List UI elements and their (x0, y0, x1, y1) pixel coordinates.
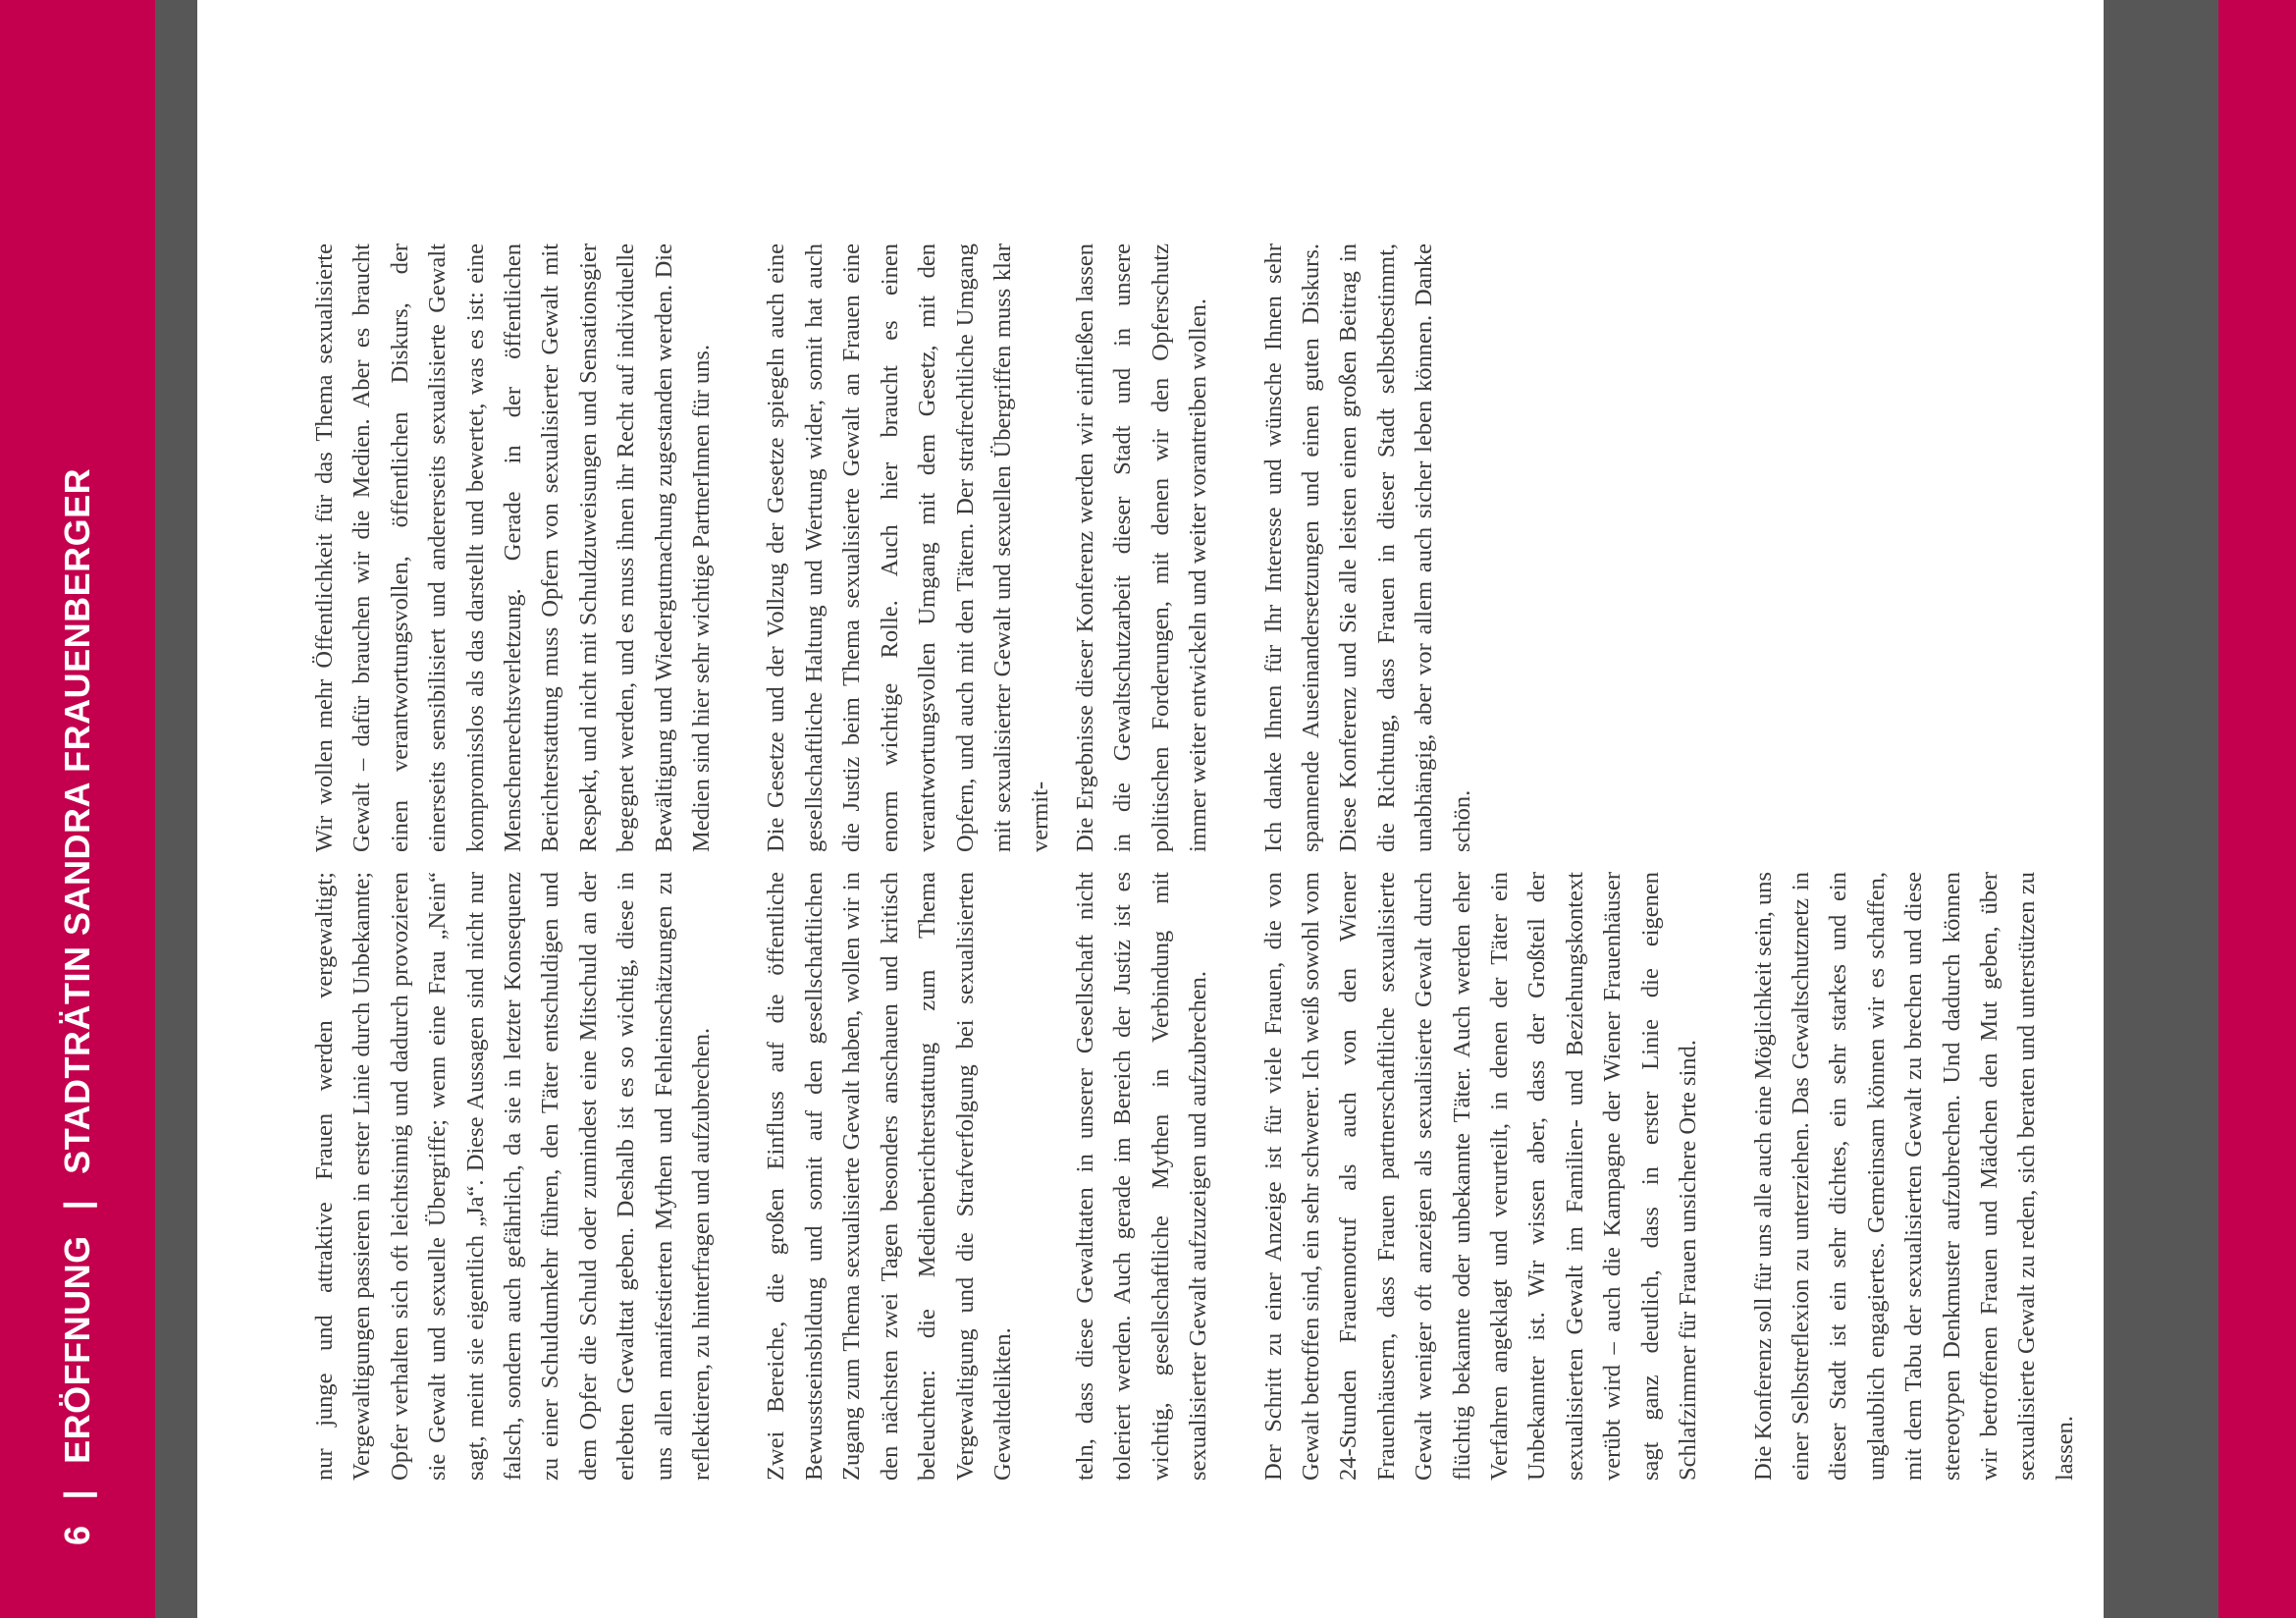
paragraph: Der Schritt zu einer Anzeige ist für viele Frauen, die von Gewalt betroffen sind, ein sehr schwerer. Ich weiß sowohl vom 24-Stunden Frauennotruf als auch von den Wiener Frauenhäusern, dass Frauen partnerschaftliche sexualisierte Gewalt weniger oft anzeigen als sexualisierte Gewalt durch flüchtig bekannte oder unbekannte Täter. Auch werden eher Verfahren angeklagt und verurteilt, in denen der Täter ein Unbekannter ist. Wir wissen aber, dass der Großteil der sexualisierten Gewalt im Familien- und Beziehungskontext verübt wird – auch die Kampagne der Wiener Frauenhäuser sagt ganz deutlich, dass in erster Linie die eigenen Schlafzimmer für Frauen unsichere Orte sind. (1259, 872, 1702, 1481)
page-number: 6 (57, 1525, 97, 1545)
paragraph: Wir wollen mehr Öffentlichkeit für das Thema sexualisierte Gewalt – dafür brauchen wir die Medien. Aber es braucht einen verantwortungsvollen, öffentlichen Diskurs, der einerseits sensibilisiert und andererseits sexualisierte Gewalt kompromisslos als das darstellt und bewertet, was es ist: eine Menschenrechtsverletzung. Gerade in der öffentlichen Berichterstattung muss Opfern von sexualisierter Gewalt mit Respekt, und nicht mit Schuldzuweisungen und Sensationsgier begegnet werden, und es muss ihnen ihr Recht auf individuelle Bewältigung und Wiedergutmachung zugestanden werden. Die Medien sind hier sehr wichtige PartnerInnen für uns. (311, 243, 716, 852)
paragraph: nur junge und attraktive Frauen werden vergewaltigt; Vergewaltigungen passieren in erster Linie durch Unbekannte; Opfer verhalten sich oft leichtsinnig und dadurch provozieren sie Gewalt und sexuelle Übergriffe; wenn eine Frau „Nein“ sagt, meint sie eigentlich „Ja“. Diese Aussagen sind nicht nur falsch, sondern auch gefährlich, da sie in letzter Konsequenz zu einer Schuldumkehr führen, den Täter entschuldigen und dem Opfer die Schuld oder zumindest eine Mitschuld an der erlebten Gewalttat geben. Deshalb ist es so wichtig, diese in uns allen manifestierten Mythen und Fehleinschätzungen zu reflektieren, zu hinterfragen und aufzubrechen. (311, 872, 716, 1481)
section-title: ERÖFFNUNG (57, 1235, 97, 1464)
speaker-title: STADTRÄTIN SANDRA FRAUENBERGER (57, 467, 97, 1174)
header-separator: | (57, 1199, 97, 1211)
header-separator: | (57, 1488, 97, 1500)
paragraph: teln, dass diese Gewalttaten in unserer Gesellschaft nicht toleriert werden. Auch gerade im Bereich der Justiz ist es wichtig, gesellschaftliche Mythen in Verbindung mit sexualisierter Gewalt aufzuzeigen und aufzubrechen. (1072, 872, 1212, 1481)
text-column-3 (1067, 872, 2121, 1481)
paragraph: Die Ergebnisse dieser Konferenz werden wir einfließen lassen in die Gewaltschutzarbeit dieser Stadt und in unsere politischen Forderungen, mit denen wir den Opferschutz immer weiter entwickeln und weiter vorantreiben wollen. (1072, 243, 1212, 852)
paragraph: Die Gesetze und der Vollzug der Gesetze spiegeln auch eine gesellschaftliche Haltung und Wertung wider, somit hat auch die Justiz beim Thema sexualisierte Gewalt an Frauen eine enorm wichtige Rolle. Auch hier braucht es einen verantwortungsvollen Umgang mit dem Gesetz, mit den Opfern, und auch mit den Tätern. Der strafrechtliche Umgang mit sexualisierter Gewalt und sexuellen Übergriffen muss klar vermit- (763, 243, 1054, 852)
text-column-1 (306, 872, 1059, 1481)
text-column-4 (1067, 243, 1519, 852)
paragraph: Die Konferenz soll für uns alle auch eine Möglichkeit sein, uns einer Selbstreflexion zu unterziehen. Das Gewaltschutznetz in dieser Stadt ist ein sehr dichtes, ein sehr starkes und ein unglaublich engagiertes. Gemeinsam können wir es schaffen, mit dem Tabu der sexualisierten Gewalt zu brechen und diese stereotypen Denkmuster aufzubrechen. Und dadurch können wir betroffenen Frauen und Mädchen den Mut geben, über sexualisierte Gewalt zu reden, sich beraten und unterstützen zu lassen. (1749, 872, 2078, 1481)
text-column-2 (306, 243, 1097, 852)
paragraph: Zwei Bereiche, die großen Einfluss auf die öffentliche Bewusstseinsbildung und somit auf den gesellschaftlichen Zugang zum Thema sexualisierte Gewalt haben, wollen wir in den nächsten zwei Tagen besonders anschauen und kritisch beleuchten: die Medienberichterstattung zum Thema Vergewaltigung und die Strafverfolgung bei sexualisierten Gewaltdelikten. (763, 872, 1016, 1481)
paragraph: Ich danke Ihnen für Ihr Interesse und wünsche Ihnen sehr spannende Auseinandersetzungen und einen guten Diskurs. Diese Konferenz und Sie alle leisten einen großen Beitrag in die Richtung, dass Frauen in dieser Stadt selbstbestimmt, unabhängig, aber vor allem auch sicher leben können. Danke schön. (1259, 243, 1475, 852)
